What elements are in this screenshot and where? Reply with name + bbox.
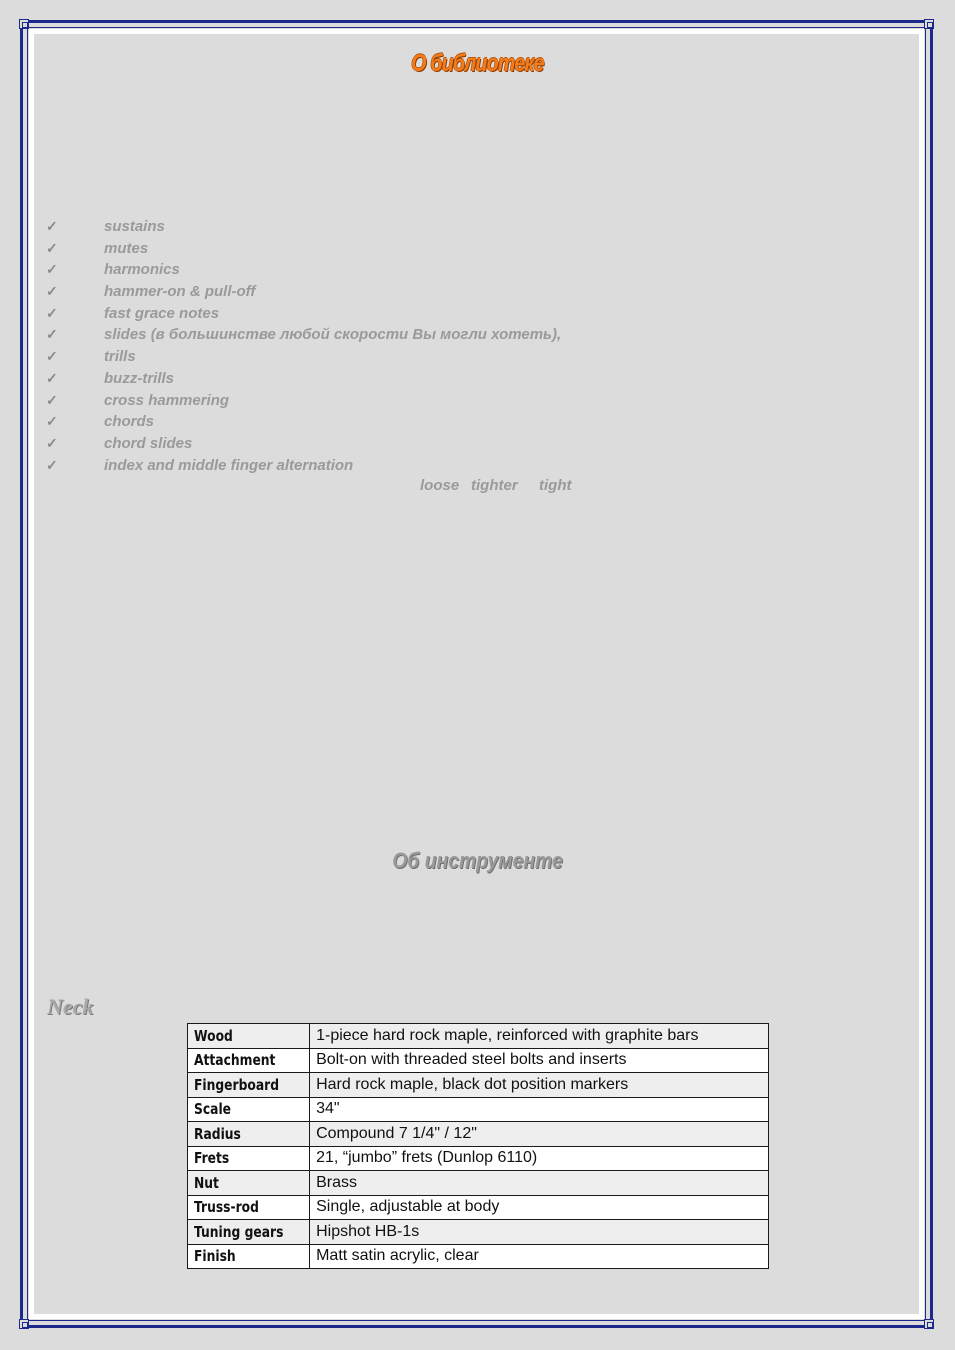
spec-value: 1-piece hard rock maple, reinforced with graphite bars xyxy=(310,1024,769,1049)
checkmark-icon: ✓ xyxy=(46,261,58,278)
feature-label: fast grace notes xyxy=(104,304,220,322)
feature-label: index and middle finger alternation xyxy=(104,456,354,474)
spec-key: Truss-rod xyxy=(194,1198,259,1217)
table-row xyxy=(188,1171,769,1196)
feature-label: mutes xyxy=(104,239,149,257)
spec-value: Brass xyxy=(310,1171,769,1196)
table-row xyxy=(188,1097,769,1122)
feature-label: sustains xyxy=(104,218,165,235)
checkmark-icon: ✓ xyxy=(46,391,58,408)
checkmark-icon: ✓ xyxy=(46,218,58,234)
checkmark-icon: ✓ xyxy=(46,283,58,300)
checkmark-icon: ✓ xyxy=(46,348,58,365)
spec-key: Fingerboard xyxy=(194,1075,280,1094)
feature-label: chord slides xyxy=(104,434,193,452)
spec-value: 21, “jumbo” frets (Dunlop 6110) xyxy=(310,1146,769,1171)
feature-label: hammer-on & pull-off xyxy=(104,283,256,301)
table-row xyxy=(188,1048,769,1073)
spec-value: Hard rock maple, black dot position markers xyxy=(310,1073,769,1098)
feature-label: chords xyxy=(104,413,155,431)
page-title: О библиотеке xyxy=(411,50,544,77)
tension-loose: loose xyxy=(420,477,460,494)
frame-corner-bottom-left xyxy=(19,1319,29,1329)
spec-key: Attachment xyxy=(194,1051,276,1070)
spec-value: 34" xyxy=(310,1097,769,1122)
spec-value: Single, adjustable at body xyxy=(310,1195,769,1220)
spec-key: Frets xyxy=(194,1149,230,1168)
table-row xyxy=(188,1073,769,1098)
spec-key: Scale xyxy=(194,1100,232,1119)
checkmark-icon: ✓ xyxy=(46,239,58,256)
table-row xyxy=(188,1146,769,1171)
spec-key: Radius xyxy=(194,1124,241,1143)
spec-key: Wood xyxy=(194,1026,233,1045)
feature-label: harmonics xyxy=(104,261,180,279)
table-row xyxy=(188,1122,769,1147)
section-subtitle: Об инструменте xyxy=(392,848,563,873)
table-row xyxy=(188,1024,769,1049)
feature-label: buzz-trills xyxy=(104,369,174,387)
table-row xyxy=(188,1195,769,1220)
checkmark-icon: ✓ xyxy=(46,456,58,473)
spec-value: Hipshot HB-1s xyxy=(310,1220,769,1245)
spec-value: Compound 7 1/4" / 12" xyxy=(310,1122,769,1147)
checkmark-icon: ✓ xyxy=(46,413,58,430)
tension-tight: tight xyxy=(539,477,572,494)
neck-spec-table xyxy=(187,1023,769,1269)
checkmark-icon: ✓ xyxy=(46,304,58,321)
neck-heading: Neck xyxy=(47,994,94,1019)
frame-corner-top-right xyxy=(924,19,934,29)
checkmark-icon: ✓ xyxy=(46,369,58,386)
table-row xyxy=(188,1244,769,1269)
feature-label: cross hammering xyxy=(104,391,230,409)
checkmark-icon: ✓ xyxy=(46,326,58,343)
tension-tighter: tighter xyxy=(471,477,518,494)
checkmark-icon: ✓ xyxy=(46,434,58,451)
spec-value: Bolt-on with threaded steel bolts and inserts xyxy=(310,1048,769,1073)
feature-label: trills xyxy=(104,348,136,366)
spec-key: Tuning gears xyxy=(194,1222,284,1241)
frame-corner-bottom-right xyxy=(924,1319,934,1329)
table-row xyxy=(188,1220,769,1245)
spec-key: Finish xyxy=(194,1247,236,1266)
feature-label: slides (в большинстве любой скорости Вы могли хотеть), xyxy=(104,326,562,344)
spec-value: Matt satin acrylic, clear xyxy=(310,1244,769,1269)
spec-key: Nut xyxy=(194,1173,219,1192)
frame-corner-top-left xyxy=(19,19,29,29)
